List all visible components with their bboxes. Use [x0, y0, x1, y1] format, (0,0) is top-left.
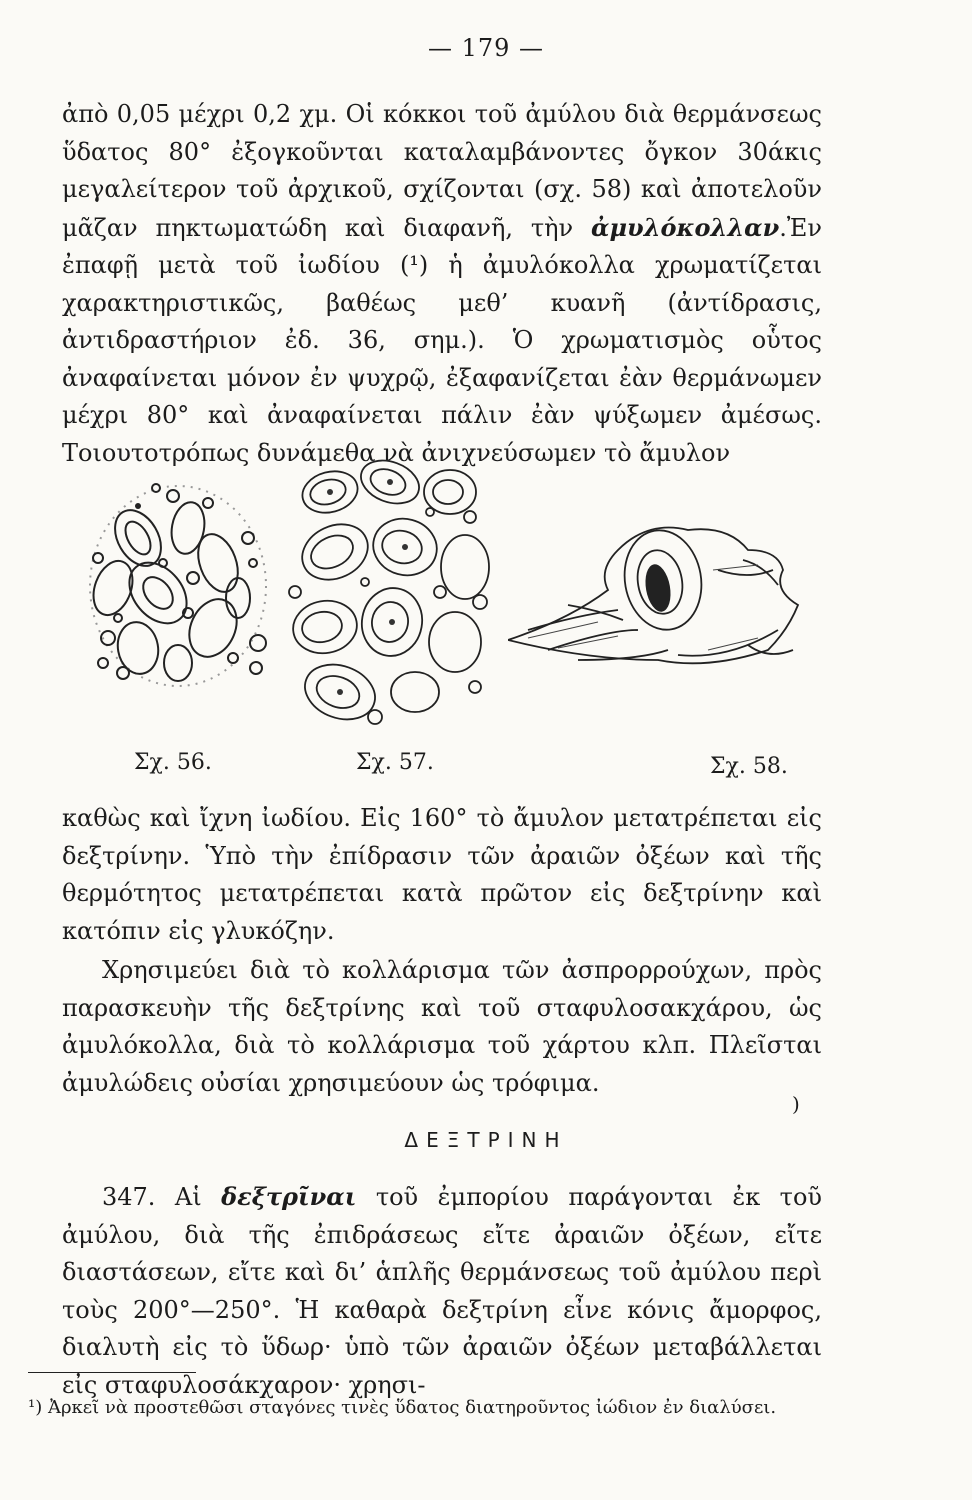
- figure-58-swollen-grain: [508, 510, 808, 710]
- footnote-divider: [28, 1372, 196, 1373]
- paragraph-text: .Ἐν ἐπαφῇ μετὰ τοῦ ἰωδίου (¹) ἡ ἀμυλόκολλα χρωματίζεται χαρακτηριστικῶς, βαθέως μεθ’ κυανῆ (ἀντίδρασις, ἀντιδραστήριον ἐδ. 36, σημ.). Ὁ χρωματισμὸς οὗτος ἀναφαίνεται μόνον ἐν ψυχρῷ, ἐξαφανίζεται ἐὰν θερμάνωμεν μέχρι 80° καὶ ἀναφαίνεται πάλιν ἐὰν ψύξωμεν ἀμέσως. Τοιουτοτρόπως δυνάμεθα νὰ ἀνιχνεύσωμεν τὸ ἄμυλον: [62, 213, 822, 467]
- stray-mark: ): [792, 1092, 800, 1116]
- potato-starch-illustration: [280, 452, 500, 737]
- swollen-grain-illustration: [508, 510, 808, 710]
- starch-grains-illustration: [78, 468, 278, 698]
- section-heading-dextrin: ΔΕΞΤΡΙΝΗ: [404, 1128, 568, 1152]
- figure-row: [0, 448, 972, 788]
- figure-56-starch-grains: [78, 468, 278, 698]
- page-number: — 179 —: [427, 34, 545, 62]
- figure-57-caption: Σχ. 57.: [356, 750, 434, 775]
- paragraph-starch-properties: [62, 96, 822, 472]
- footnote: ¹) Ἀρκεῖ νὰ προστεθῶσι σταγόνες τινὲς ὕδατος διατηροῦντος ἰώδιον ἐν διαλύσει.: [28, 1397, 777, 1418]
- paragraph-iodine-dextrin: καθὼς καὶ ἴχνη ἰωδίου. Εἰς 160° τὸ ἄμυλον μετατρέπεται εἰς δεξτρίνην. Ὑπὸ τὴν ἐπίδρασιν τῶν ἀραιῶν ὀξέων καὶ τῆς θερμότητος μετατρέπεται κατὰ πρῶτον εἰς δεξτρίνην καὶ κατόπιν εἰς γλυκόζην.: [62, 804, 822, 945]
- figure-58-caption: Σχ. 58.: [710, 754, 788, 779]
- paragraph-starch-uses: Χρησιμεύει διὰ τὸ κολλάρισμα τῶν ἀσπρορρούχων, πρὸς παρασκευὴν τῆς δεξτρίνης καὶ τοῦ σταφυλοσακχάρου, ὡς ἀμυλόκολλα, διὰ τὸ κολλάρισμα τοῦ χάρτου κλπ. Πλεῖσται ἀμυλώδεις οὐσίαι χρησιμεύουν ὡς τρόφιμα.: [62, 956, 822, 1097]
- paragraph-dextrins: [62, 1178, 822, 1404]
- bold-term-amylokolla: ἀμυλόκολλαν: [591, 212, 780, 242]
- bold-term-dextrines: δεξτρῖναι: [221, 1182, 357, 1211]
- paragraph-text: ἀπὸ 0,05 μέχρι 0,2 χμ. Οἱ κόκκοι τοῦ ἀμύλου διὰ θερμάνσεως ὕδατος 80° ἐξογκοῦνται καταλαμβάνοντες ὄγκον 30άκις μεγαλείτερον τοῦ ἀρχικοῦ, σχίζονται (σχ. 58) καὶ ἀποτελοῦν μᾶζαν πηκτωματώδη καὶ διαφανῆ, τὴν: [62, 100, 822, 242]
- figure-56-caption: Σχ. 56.: [134, 750, 212, 775]
- paragraph-text: τοῦ ἐμπορίου παράγονται ἐκ τοῦ ἀμύλου, διὰ τῆς ἐπιδράσεως εἴτε ἀραιῶν ὀξέων, εἴτε διαστάσεων, εἴτε καὶ δι’ ἁπλῆς θερμάνσεως τοῦ ἀμύλου περὶ τοὺς 200°—250°. Ἡ καθαρὰ δεξτρίνη εἶνε κόνις ἄμορφος, διαλυτὴ εἰς τὸ ὕδωρ· ὑπὸ τῶν ἀραιῶν ὀξέων μεταβάλλεται εἰς σταφυλοσάκχαρον· χρησι-: [62, 1183, 822, 1399]
- figure-57-potato-starch: [280, 452, 500, 737]
- paragraph-number: 347. Αἱ: [102, 1183, 222, 1211]
